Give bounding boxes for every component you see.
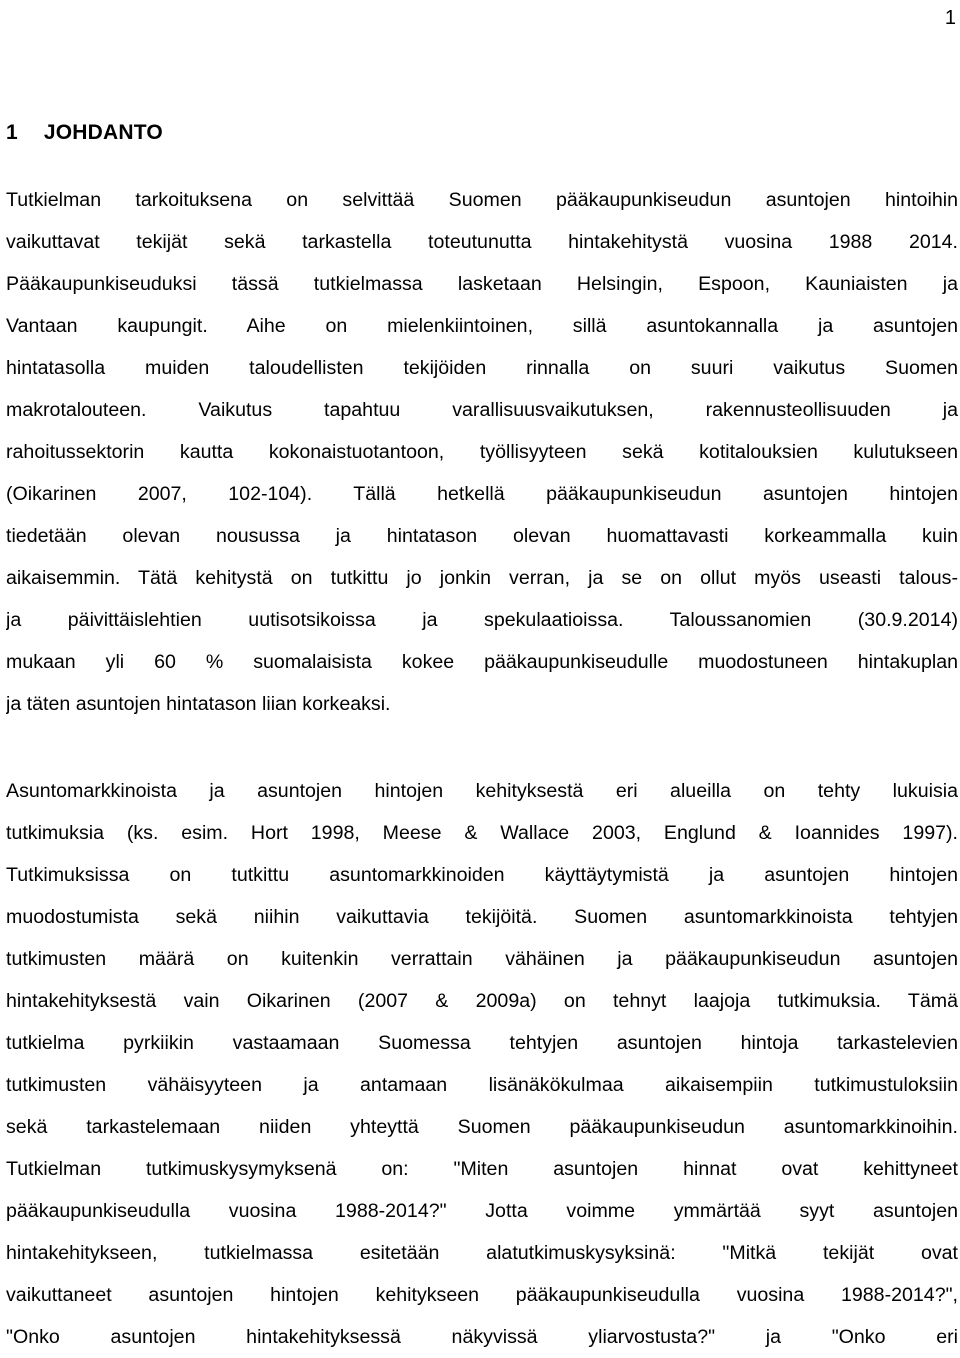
paragraph-line: aikaisemmin. Tätä kehitystä on tutkittu jo jonkin verran, ja se on ollut myös useasti talous- <box>6 567 958 589</box>
paragraph-line: "Onko asuntojen hintakehityksessä näkyvissä yliarvostusta?" ja "Onko eri <box>6 1326 958 1348</box>
paragraph-line: makrotalouteen. Vaikutus tapahtuu varallisuusvaikutuksen, rakennusteollisuuden ja <box>6 399 958 421</box>
paragraph-line: ja päivittäislehtien uutisotsikoissa ja spekulaatioissa. Taloussanomien (30.9.2014) <box>6 609 958 631</box>
paragraph-line: vaikuttaneet asuntojen hintojen kehitykseen pääkaupunkiseudulla vuosina 1988-2014?", <box>6 1284 958 1306</box>
page-number: 1 <box>944 7 956 29</box>
paragraph-line: mukaan yli 60 % suomalaisista kokee pääkaupunkiseudulle muodostuneen hintakuplan <box>6 651 958 673</box>
paragraph-line: hintakehityksestä vain Oikarinen (2007 & 2009a) on tehnyt laajoja tutkimuksia. Tämä <box>6 990 958 1012</box>
paragraph-research <box>6 770 958 1358</box>
paragraph-line: tutkimusten määrä on kuitenkin verrattain vähäinen ja pääkaupunkiseudun asuntojen <box>6 948 958 970</box>
paragraph-line: tiedetään olevan nousussa ja hintatason olevan huomattavasti korkeammalla kuin <box>6 525 958 547</box>
chapter-heading <box>6 119 163 147</box>
paragraph-line: pääkaupunkiseudulla vuosina 1988-2014?" Jotta voimme ymmärtää syyt asuntojen <box>6 1200 958 1222</box>
paragraph-line: vaikuttavat tekijät sekä tarkastella toteutunutta hintakehitystä vuosina 1988 2014. <box>6 231 958 253</box>
paragraph-line: muodostumista sekä niihin vaikuttavia tekijöitä. Suomen asuntomarkkinoista tehtyjen <box>6 906 958 928</box>
paragraph-line: rahoitussektorin kautta kokonaistuotantoon, työllisyyteen sekä kotitalouksien kulutukseen <box>6 441 958 463</box>
paragraph-line: Vantaan kaupungit. Aihe on mielenkiintoinen, sillä asuntokannalla ja asuntojen <box>6 315 958 337</box>
chapter-title: JOHDANTO <box>43 121 163 144</box>
paragraph-line: Tutkielman tarkoituksena on selvittää Suomen pääkaupunkiseudun asuntojen hintoihin <box>6 189 958 211</box>
paragraph-line: tutkielma pyrkiikin vastaamaan Suomessa tehtyjen asuntojen hintoja tarkastelevien <box>6 1032 958 1054</box>
paragraph-line: (Oikarinen 2007, 102-104). Tällä hetkellä pääkaupunkiseudun asuntojen hintojen <box>6 483 958 505</box>
paragraph-intro <box>6 179 958 725</box>
paragraph-line: tutkimusten vähäisyyteen ja antamaan lisänäkökulmaa aikaisempiin tutkimustuloksiin <box>6 1074 958 1096</box>
paragraph-line: Asuntomarkkinoista ja asuntojen hintojen kehityksestä eri alueilla on tehty lukuisia <box>6 780 958 802</box>
paragraph-line: Tutkielman tutkimuskysymyksenä on: "Miten asuntojen hinnat ovat kehittyneet <box>6 1158 958 1180</box>
paragraph-line: tutkimuksia (ks. esim. Hort 1998, Meese & Wallace 2003, Englund & Ioannides 1997). <box>6 822 958 844</box>
paragraph-line: hintakehitykseen, tutkielmassa esitetään alatutkimuskysyksinä: "Mitkä tekijät ovat <box>6 1242 958 1264</box>
paragraph-line: ja täten asuntojen hintatason liian korkeaksi. <box>6 693 391 715</box>
paragraph-line: Pääkaupunkiseuduksi tässä tutkielmassa lasketaan Helsingin, Espoon, Kauniaisten ja <box>6 273 958 295</box>
chapter-number: 1 <box>6 121 18 144</box>
paragraph-line: sekä tarkastelemaan niiden yhteyttä Suomen pääkaupunkiseudun asuntomarkkinoihin. <box>6 1116 958 1138</box>
paragraph-line: Tutkimuksissa on tutkittu asuntomarkkinoiden käyttäytymistä ja asuntojen hintojen <box>6 864 958 886</box>
paragraph-line: hintatasolla muiden taloudellisten tekijöiden rinnalla on suuri vaikutus Suomen <box>6 357 958 379</box>
